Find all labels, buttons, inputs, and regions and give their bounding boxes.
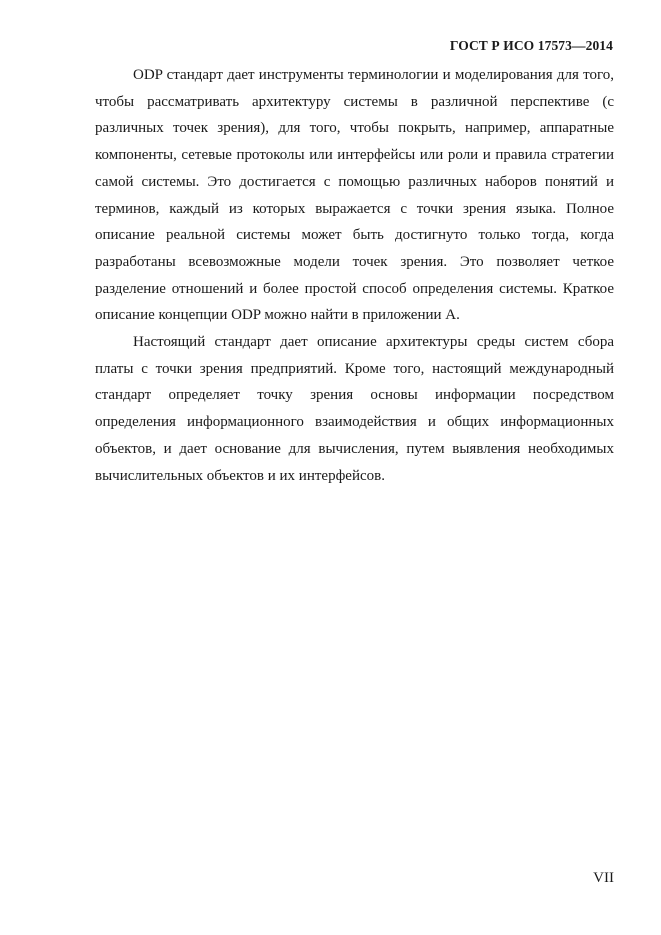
page-number: VII (593, 870, 614, 886)
standard-code-header: ГОСТ Р ИСО 17573—2014 (449, 38, 613, 53)
paragraph-architecture-description: Настоящий стандарт дает описание архитектуры среды систем сбора платы с точки зрения предприятий. Кроме того, настоящий международный стандарт определяет точку зрения основы информации посредством определения информационного взаимодействия и общих информационных объектов, и дает основание для вычисления, путем выявления необходимых вычислительных объектов и их интерфейсов. (95, 334, 614, 484)
body-text (95, 62, 614, 489)
paragraph-odp-overview: ODP стандарт дает инструменты терминологии и моделирования для того, чтобы рассматривать архитектуру системы в различной перспективе (с различных точек зрения), для того, чтобы покрыть, например, аппаратные компоненты, сетевые протоколы или интерфейсы или роли и правила стратегии самой системы. Это достигается с помощью различных наборов понятий и терминов, каждый из которых выражается с точки зрения языка. Полное описание реальной системы может быть достигнуто только тогда, когда разработаны всевозможные модели точек зрения. Это позволяет четкое разделение отношений и более простой способ определения системы. Краткое описание концепции ODP можно найти в приложении А. (95, 67, 614, 324)
